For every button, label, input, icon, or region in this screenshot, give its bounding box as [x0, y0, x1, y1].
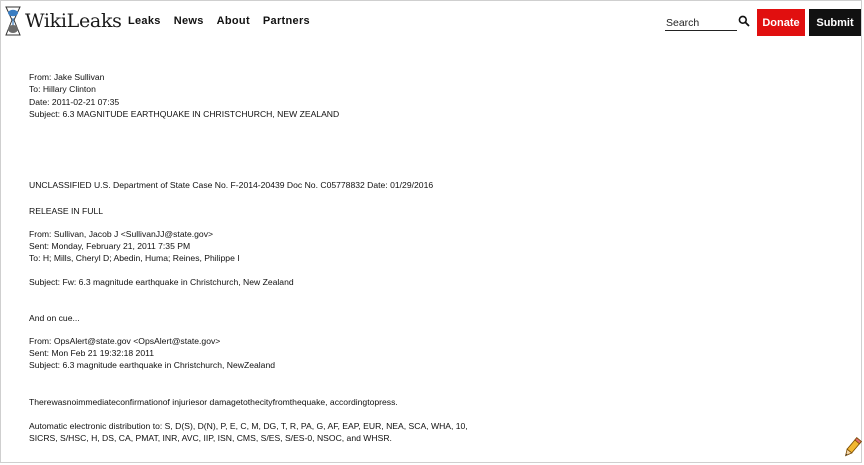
and-on-cue: And on cue...: [29, 313, 80, 323]
fwd-subject: Subject: Fw: 6.3 magnitude earthquake in Christchurch, New Zealand: [29, 277, 294, 287]
distribution-line-2: SICRS, S/HSC, H, DS, CA, PMAT, INR, AVC, IIP, ISN, CMS, S/ES, S/ES-0, NSOC, and WHSR.: [29, 433, 392, 443]
pencil-icon[interactable]: [842, 436, 862, 460]
orig-sent: Sent: Mon Feb 21 19:32:18 2011: [29, 348, 155, 358]
donate-button[interactable]: Donate: [757, 9, 805, 36]
release-line: RELEASE IN FULL: [29, 206, 104, 216]
nav-news[interactable]: News: [173, 15, 204, 27]
meta-subject: Subject: 6.3 MAGNITUDE EARTHQUAKE IN CHRISTCHURCH, NEW ZEALAND: [29, 109, 340, 119]
main-nav: [128, 15, 310, 27]
fwd-from: From: Sullivan, Jacob J <SullivanJJ@state.gov>: [29, 229, 214, 239]
logo-text: WikiLeaks: [25, 10, 122, 32]
logo-link[interactable]: [4, 6, 122, 36]
distribution-line-1: Automatic electronic distribution to: S, D(S), D(N), P, E, C, M, DG, T, R, PA, G, AF, EAP, EUR, NEA, SCA, WHA, 10,: [29, 421, 468, 431]
submit-button[interactable]: Submit: [809, 9, 861, 36]
nav-about[interactable]: About: [216, 15, 250, 27]
search-input[interactable]: [665, 15, 736, 31]
fwd-sent: Sent: Monday, February 21, 2011 7:35 PM: [29, 241, 191, 251]
meta-date: Date: 2011-02-21 07:35: [29, 97, 120, 107]
search-box: [665, 13, 737, 31]
orig-from: From: OpsAlert@state.gov <OpsAlert@state.gov>: [29, 336, 221, 346]
unclassified-header: UNCLASSIFIED U.S. Department of State Case No. F-2014-20439 Doc No. C05778832 Date: 01/29/2016: [29, 180, 434, 190]
nav-partners[interactable]: Partners: [262, 15, 310, 27]
nav-leaks[interactable]: Leaks: [128, 15, 161, 27]
no-confirmation-line: Therewasnoimmediateconfirmationof injuriesor damagetothecityfromthequake, accordingtopress.: [29, 397, 398, 407]
orig-subject: Subject: 6.3 magnitude earthquake in Christchurch, NewZealand: [29, 360, 276, 370]
search-icon[interactable]: [738, 15, 750, 27]
hourglass-globe-icon: [4, 6, 22, 36]
fwd-to: To: H; Mills, Cheryl D; Abedin, Huma; Reines, Philippe I: [29, 253, 240, 263]
site-header: [0, 0, 864, 44]
meta-from: From: Jake Sullivan: [29, 72, 105, 82]
meta-to: To: Hillary Clinton: [29, 84, 96, 94]
